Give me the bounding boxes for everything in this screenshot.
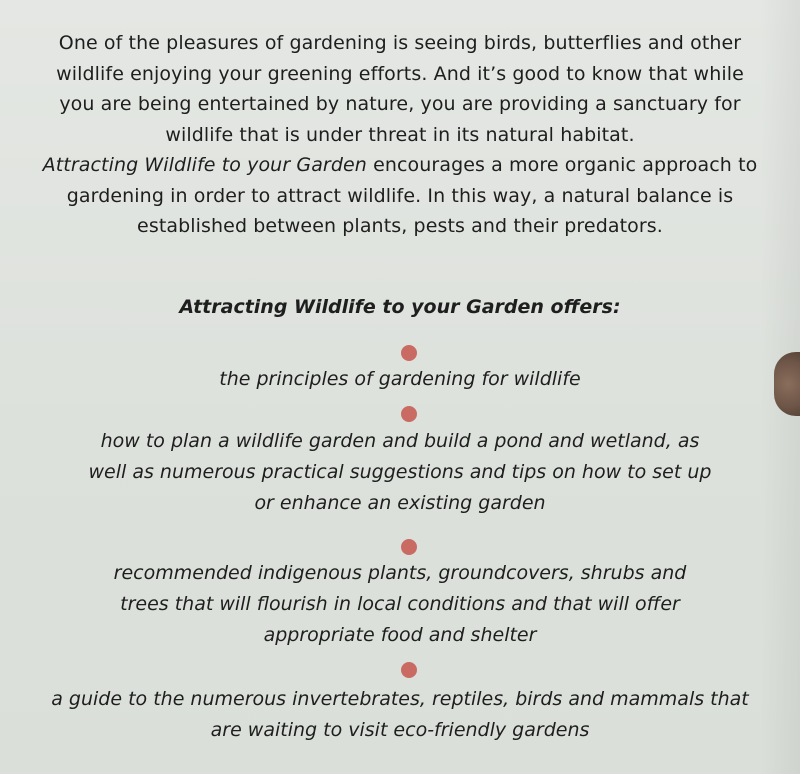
offer-item-3: recommended indigenous plants, groundcovers, shrubs and trees that will flourish in local conditions and that will offer appropriate food and shelter (113, 562, 687, 646)
offers-heading: Attracting Wildlife to your Garden offers: (179, 296, 621, 318)
offer-item-4: a guide to the numerous invertebrates, reptiles, birds and mammals that are waiting to visit eco-friendly gardens (51, 688, 749, 741)
corner-object (774, 352, 800, 416)
intro-book-title: Attracting Wildlife to your Garden (42, 154, 367, 176)
intro-paragraph (40, 28, 760, 242)
intro-text-2: encourages a more organic approach to gardening in order to attract wildlife. In this way, a natural balance is established between plants, pests and their predators. (66, 154, 758, 237)
bullet-dot-icon (401, 345, 417, 361)
bullet-dot-icon (401, 539, 417, 555)
bullet-dot-icon (401, 662, 417, 678)
intro-text-1: One of the pleasures of gardening is seeing birds, butterflies and other wildlife enjoying your greening efforts. And it’s good to know that while you are being entertained by nature, you are providing a sanctuary for wildlife that is under threat in its natural habitat. (56, 32, 744, 146)
offer-item-2: how to plan a wildlife garden and build a pond and wetland, as well as numerous practical suggestions and tips on how to set up or enhance an existing garden (88, 430, 712, 514)
offer-item-1: the principles of gardening for wildlife (219, 368, 581, 390)
bullet-dot-icon (401, 406, 417, 422)
